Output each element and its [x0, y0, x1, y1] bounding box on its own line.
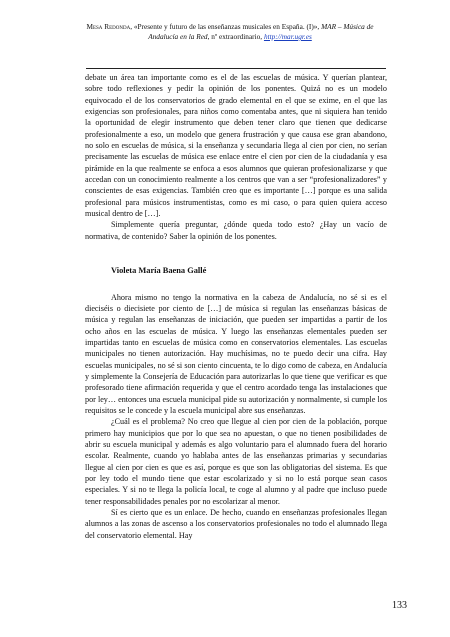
header-divider	[86, 68, 386, 69]
paragraph: Sí es cierto que es un enlace. De hecho, cuando en enseñanzas profesionales llegan alumnos a las zonas de ascenso a los conservatorios profesionales no todo el alumnado llega del conservatorio elemental. Hay	[85, 508, 387, 540]
body-text	[85, 72, 387, 541]
speaker-heading: Violeta María Baena Gallé	[111, 266, 207, 276]
paragraph: debate un área tan importante como es el de las escuelas de música. Y querían plantear, sobre todo reflexiones y pedir la opinión de los ponentes. Quizá no es un modelo equivocado el de los conservatorios de grado elemental en el que se exime, en el que las exigencias son profesionales, para niños como comentaba antes, que ni siquiera han tenido la oportunidad de elegir instrumento que deben tener claro que tienen que dedicarse profesionalmente a eso, un modelo que genera frustración y que causa ese gran abandono, no solo en escuelas de música, si la enseñanza y secundaria llega al cien por cien, no serían precisamente las escuelas de música ese enlace entre el cien por cien de la ciudadanía y esa pirámide en la que realmente se enfoca a esos alumnos que quieran profesionalizarse y que accedan con un conocimiento realmente a los centros que van a ser “profesionalizadores” y conscientes de esas exigencias. También creo que es importante […] porque es una salida profesional para músicos instrumentistas, como es mi caso, o para quien quiera acceso musical dentro de […].	[85, 73, 387, 219]
page-number: 133	[392, 600, 407, 611]
paragraph: Simplemente quería preguntar, ¿dónde queda todo esto? ¿Hay un vacío de normativa, de contenido? Saber la opinión de los ponentes.	[85, 220, 387, 241]
header-title: , «Presente y futuro de las enseñanzas musicales en España. (I)»,	[130, 22, 320, 31]
header-author: Mesa Redonda	[86, 22, 131, 31]
paragraph: Ahora mismo no tengo la normativa en la cabeza de Andalucía, no sé si es el dieciséis o diecisiete por ciento de […] de música si regulan las enseñanzas básicas de música y regulan las enseñanzas de iniciación, que pueden ser impartidas a partir de los ocho años en las escuelas de música. Y luego las enseñanzas elementales pueden ser impartidas tanto en escuelas de música como en conservatorios elementales. Las escuelas municipales no tienen autorización. Hay muchísimas, no te puedo decir una cifra. Hay escuelas municipales, no sé si son ciento cincuenta, te lo digo como de cabeza, en Andalucía y simplemente la Consejería de Educación para autorizarlas lo que tiene que verificar es que profesorado tiene afirmación requerida y que el centro acordado tenga las instalaciones que por ley… entonces una escuela municipal pide su autorización y normalmente, si cumple los requisitos se le concede y la escuela municipal abre sus enseñanzas.	[85, 292, 387, 415]
header-journal: MAR – Música de Andalucía en la Red	[148, 22, 374, 41]
header-link[interactable]: http://mar.ugr.es	[263, 32, 312, 41]
header-issue: , nº extraordinario,	[207, 32, 263, 41]
paragraph: ¿Cuál es el problema? No creo que llegue al cien por cien de la población, porque primero hay municipios que por lo que sea no apuestan, o que no tienen posibilidades de abrir su escuela municipal y además es algo voluntario para el alumnado fuera del horario escolar. Realmente, cuando yo hablaba antes de las enseñanzas primarias y secundarias llegue al cien por cien es que es así, porque es que son las obligatorias del sistema. Es que por ley todo el mundo tiene que estar escolarizado y si no lo está porque sean casos especiales. Y si no te llega la policía local, te coge al alumno y al padre que incluso puede tener responsabilidades penales por no escolarizar al menor.	[85, 417, 387, 506]
running-header	[80, 22, 380, 42]
